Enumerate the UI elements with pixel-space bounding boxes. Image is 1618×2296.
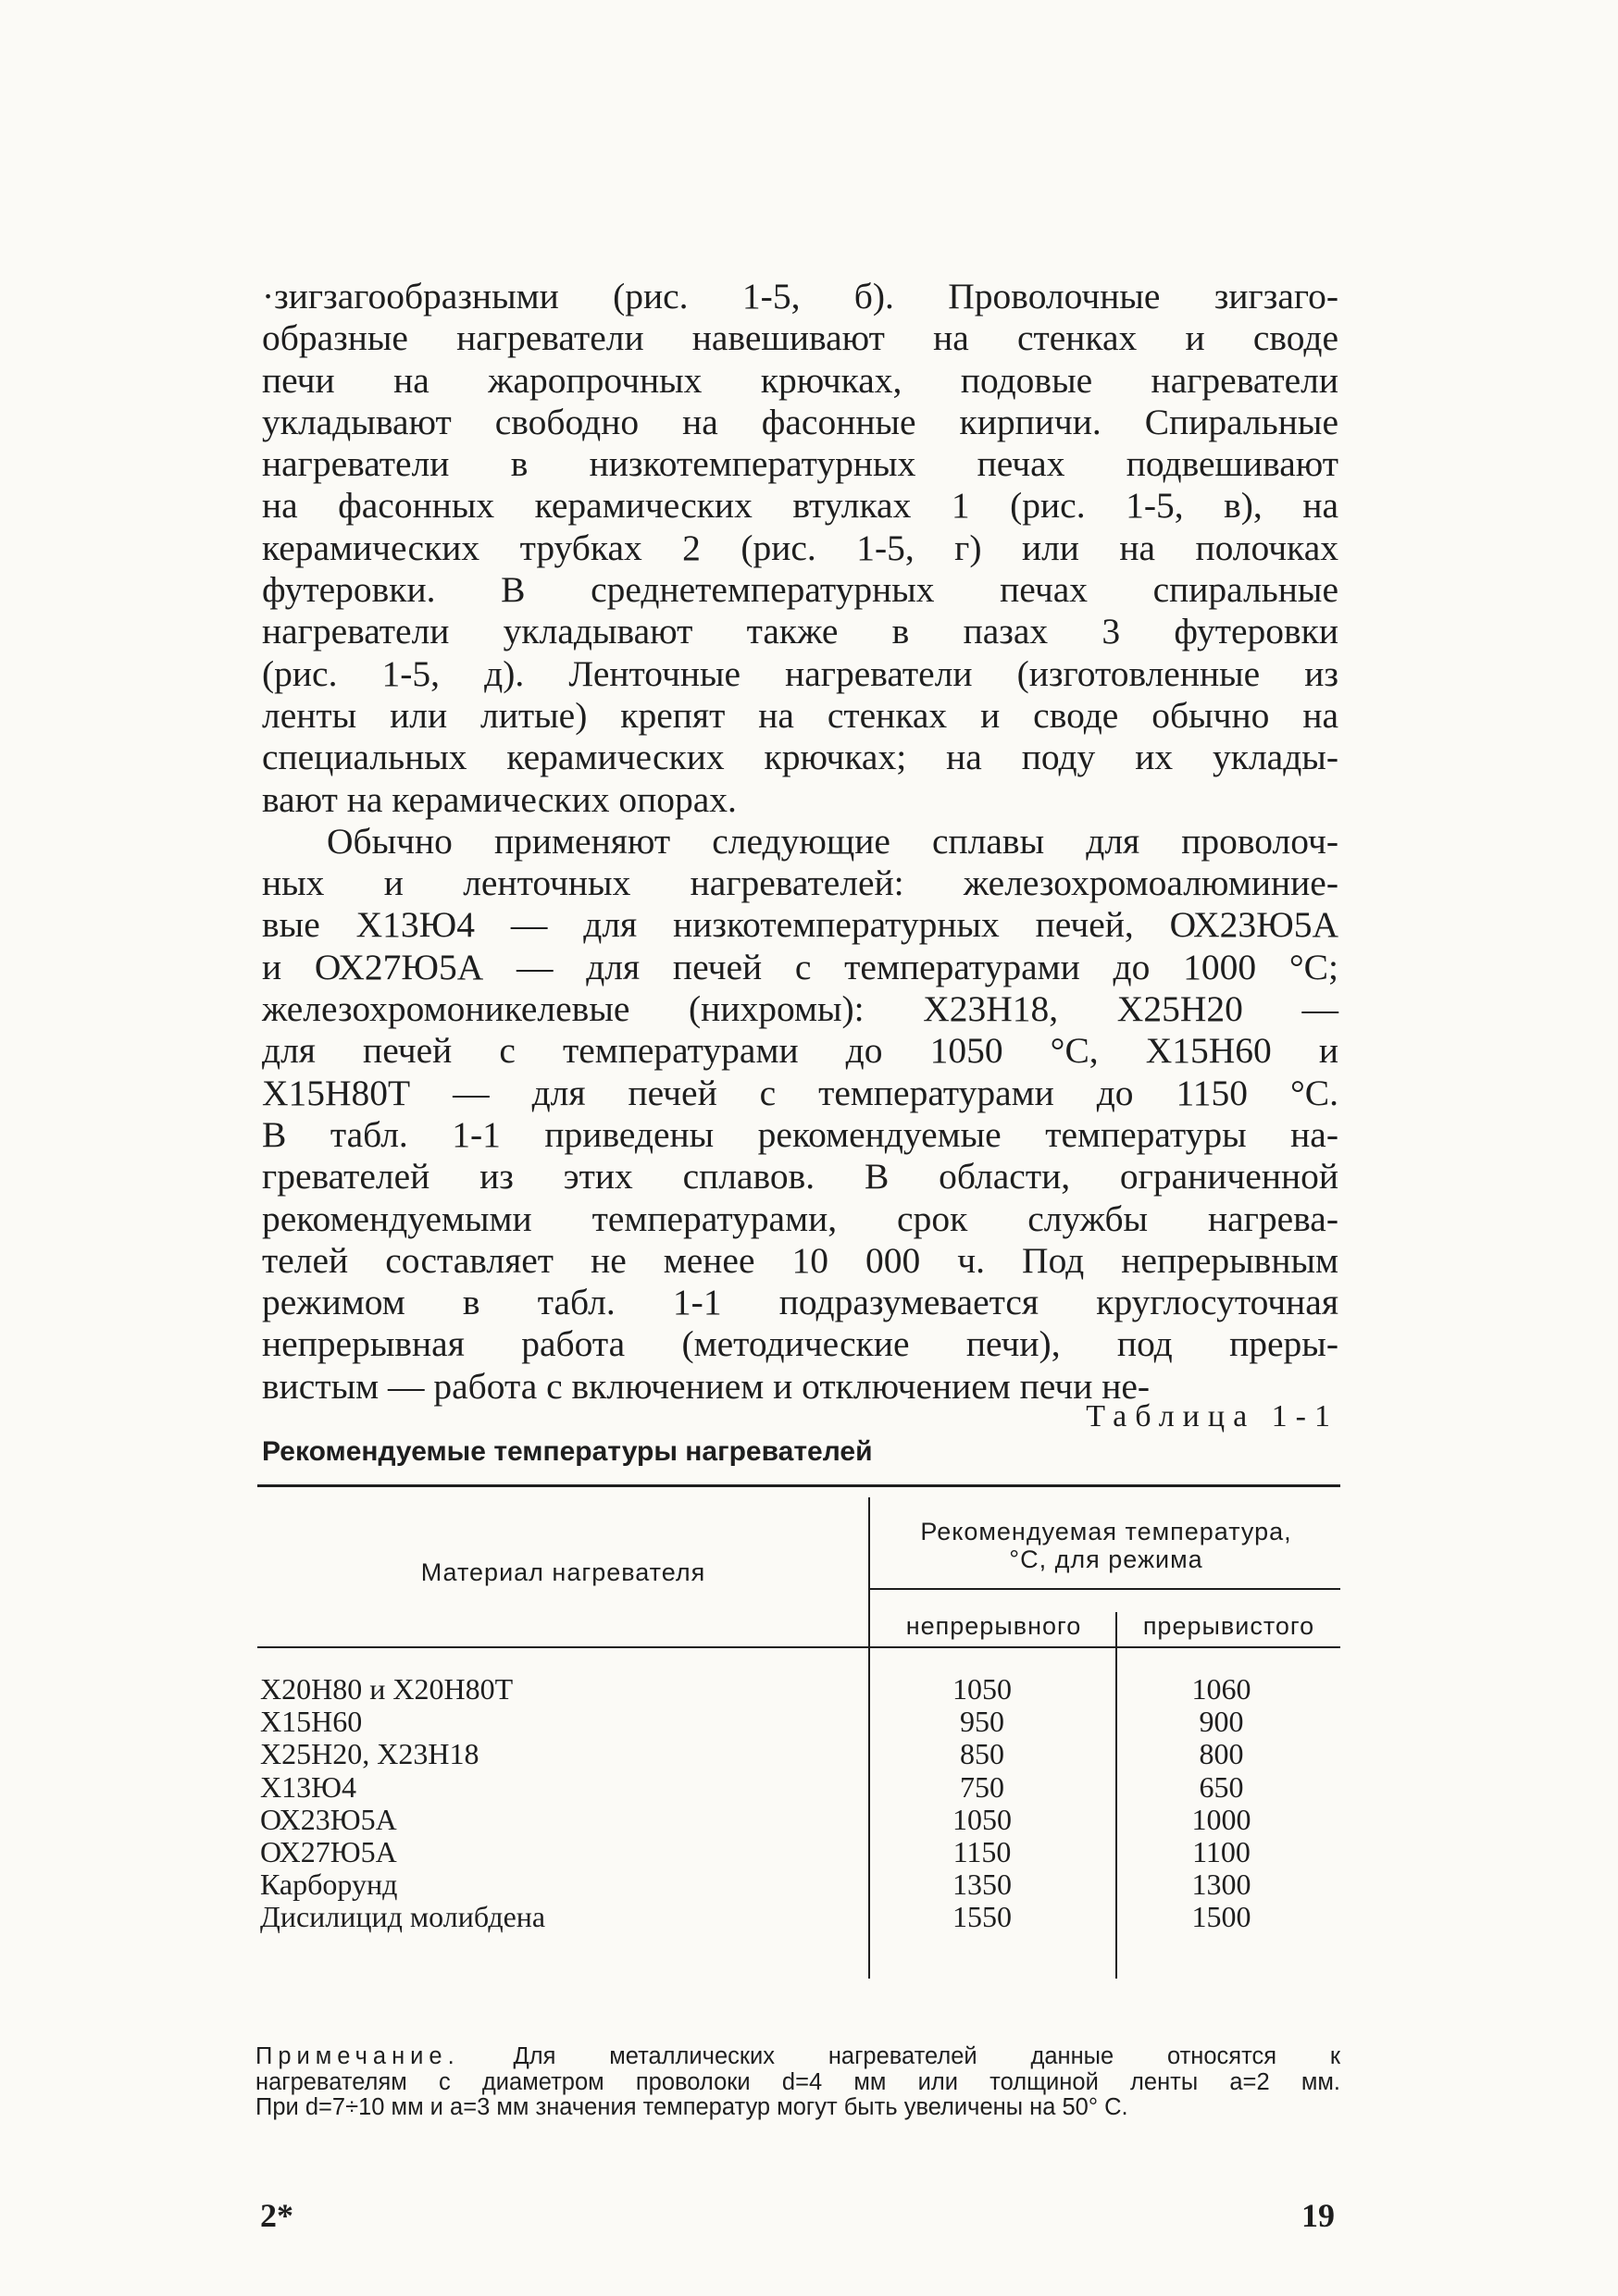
cell-intermittent: 1060: [1191, 1672, 1251, 1706]
header-material: Материал нагревателя: [420, 1558, 706, 1586]
cell-continuous: 750: [960, 1769, 1004, 1804]
text-line: специальных керамических крючках; на поду их уклады-: [262, 737, 1338, 778]
text-line: вые Х13Ю4 — для низкотемпературных печей, ОХ23Ю5А: [262, 904, 1338, 946]
cell-continuous: 1350: [952, 1868, 1012, 1902]
table-label: Таблица 1-1: [1086, 1399, 1338, 1433]
text-line: непрерывная работа (методические печи), под преры-: [262, 1323, 1338, 1365]
text-line: футеровки. В среднетемпературных печах спиральные: [262, 569, 1338, 611]
text-line: железохромоникелевые (нихромы): Х23Н18, Х25Н20 —: [262, 988, 1338, 1030]
cell-intermittent: 800: [1199, 1737, 1244, 1771]
text-line: для печей с температурами до 1050 °С, Х15Н60 и: [262, 1030, 1338, 1072]
cell-continuous: 1050: [952, 1672, 1012, 1706]
text-line: нагреватели укладывают также в пазах 3 футеровки: [262, 611, 1338, 652]
body-text: [262, 276, 1338, 1408]
cell-material: Х13Ю4: [260, 1769, 356, 1804]
text-line: керамических трубках 2 (рис. 1-5, г) или на полочках: [262, 527, 1338, 568]
cell-material: Х20Н80 и Х20Н80Т: [260, 1672, 514, 1706]
paragraph: [262, 276, 1338, 821]
text-line: печи на жаропрочных крючках, подовые нагреватели: [262, 359, 1338, 401]
text-line: ·зигзагообразными (рис. 1-5, б). Проволочные зигзаго-: [262, 276, 1338, 316]
text-line: Обычно применяют следующие сплавы для проволоч-: [327, 820, 1338, 862]
header-group-line1: Рекомендуемая температура,: [920, 1518, 1292, 1545]
text-line: образные нагреватели навешивают на стенках и своде: [262, 317, 1338, 359]
material-column: [260, 1673, 853, 1934]
cell-material: Карборунд: [260, 1868, 398, 1902]
text-line: вистым — работа с включением и отключением печи не-: [262, 1365, 1151, 1407]
text-line: ных и ленточных нагревателей: железохромоалюминие-: [262, 863, 1338, 904]
cell-continuous: 1150: [952, 1835, 1012, 1869]
table-title: Рекомендуемые температуры нагревателей: [262, 1436, 873, 1467]
cell-continuous: 850: [960, 1737, 1004, 1771]
header-group-line2: °С, для режима: [1009, 1545, 1203, 1573]
cell-material: ОХ27Ю5А: [260, 1835, 397, 1869]
text-line: телей составляет не менее 10 000 ч. Под непрерывным: [262, 1239, 1338, 1281]
cell-intermittent: 1000: [1191, 1802, 1251, 1836]
header-group-rule: [870, 1588, 1340, 1590]
header-continuous: непрерывного: [905, 1612, 1082, 1640]
text-line: на фасонных керамических втулках 1 (рис. 1-5, в), на: [262, 485, 1338, 527]
header-intermittent: прерывистого: [1142, 1612, 1315, 1640]
continuous-column: [877, 1673, 1087, 1934]
cell-material: Дисилицид молибдена: [260, 1900, 546, 1934]
text-line: укладывают свободно на фасонные кирпичи. Спиральные: [262, 401, 1338, 442]
header-bottom-rule: [257, 1646, 1340, 1648]
text-line: ленты или литые) крепят на стенках и своде обычно на: [262, 694, 1338, 736]
table-note: [255, 2044, 1340, 2121]
text-line: нагреватели в низкотемпературных печах подвешивают: [262, 443, 1338, 485]
table-top-rule: [257, 1484, 1340, 1487]
cell-continuous: 1050: [952, 1802, 1012, 1836]
cell-material: Х15Н60: [260, 1705, 363, 1739]
cell-material: Х25Н20, Х23Н18: [260, 1737, 479, 1771]
note-line-2: нагревателям с диаметром проволоки d=4 мм или толщиной ленты a=2 мм.: [255, 2068, 1340, 2095]
cell-intermittent: 650: [1199, 1769, 1244, 1804]
text-line: рекомендуемыми температурами, срок службы нагрева-: [262, 1198, 1338, 1239]
note-line-3: При d=7÷10 мм и a=3 мм значения температур могут быть увеличены на 50° С.: [255, 2094, 1128, 2120]
note-line-1: Для металлических нагревателей данные относятся к: [513, 2043, 1340, 2069]
text-line: Х15Н80Т — для печей с температурами до 1150 °С.: [262, 1072, 1338, 1113]
column-divider-main: [868, 1497, 870, 1979]
cell-intermittent: 900: [1199, 1705, 1244, 1739]
cell-material: ОХ23Ю5А: [260, 1802, 397, 1836]
cell-intermittent: 1500: [1191, 1900, 1251, 1934]
intermittent-column: [1102, 1673, 1340, 1934]
text-line: режимом в табл. 1-1 подразумевается круглосуточная: [262, 1282, 1338, 1323]
note-title: Примечание.: [255, 2043, 460, 2069]
text-line: В табл. 1-1 приведены рекомендуемые температуры на-: [262, 1113, 1338, 1155]
text-line: гревателей из этих сплавов. В области, ограниченной: [262, 1156, 1338, 1198]
text-line: вают на керамических опорах.: [262, 778, 737, 820]
cell-intermittent: 1100: [1192, 1835, 1251, 1869]
text-line: (рис. 1-5, д). Ленточные нагреватели (изготовленные из: [262, 652, 1338, 694]
cell-intermittent: 1300: [1191, 1868, 1251, 1902]
signature-mark: 2*: [260, 2197, 293, 2234]
page-number: 19: [1301, 2197, 1335, 2234]
text-line: и ОХ27Ю5А — для печей с температурами до 1000 °С;: [262, 946, 1338, 987]
paragraph: [262, 821, 1338, 1408]
cell-continuous: 1550: [952, 1900, 1012, 1934]
cell-continuous: 950: [960, 1705, 1004, 1739]
